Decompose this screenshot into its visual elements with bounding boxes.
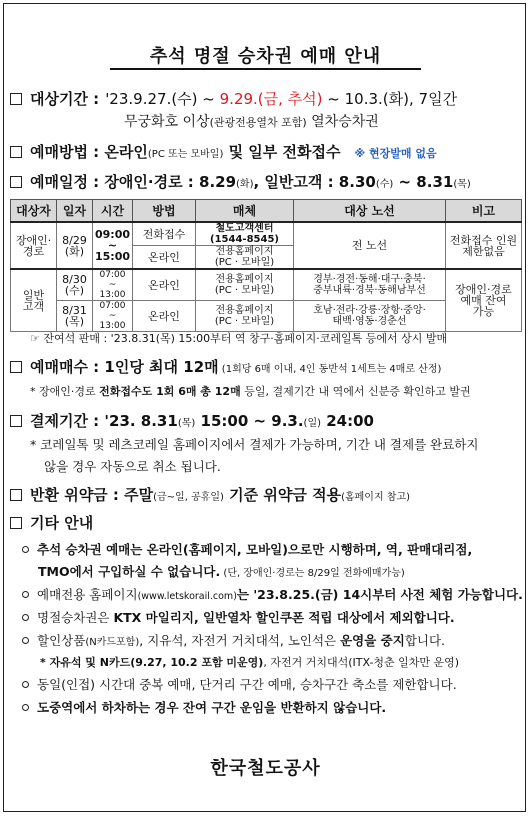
schedule-general-end: ~ 8.31 — [393, 173, 454, 191]
method-online: 온라인 — [99, 143, 148, 161]
schedule-general-end-day: (목) — [453, 179, 471, 190]
period-train-class: 무궁화호 이상 — [124, 114, 210, 130]
cell-target-priority: 장애인·경로 — [11, 222, 57, 269]
schedule-section — [10, 171, 471, 192]
etc-item-text: 명절승차권은 — [37, 610, 114, 625]
etc-item-text: , 지유석, 자전거 거치대석, 노인석은 — [139, 633, 341, 648]
table-header-cell: 시간 — [93, 200, 133, 223]
period-label: 대상기간 : — [30, 90, 100, 108]
period-date-start: '23.9.27.(수) ~ — [105, 90, 220, 108]
cell-note: 전화접수 인원 제한없음 — [446, 222, 522, 269]
payment-note-2: 않을 경우 자동으로 취소 됩니다. — [44, 459, 221, 474]
count-note — [30, 383, 471, 399]
checkbox-icon — [10, 93, 22, 105]
etc-item-online-only-cont — [38, 562, 405, 580]
count-max: 1인당 최대 12매 — [99, 358, 219, 376]
bullet-icon — [22, 614, 29, 621]
method-section — [10, 141, 437, 162]
cell-method: 온라인 — [133, 269, 196, 301]
cell-route: 호남·전라·강릉·장항·중앙· 태백·영동·경춘선 — [294, 301, 446, 332]
etc-label: 기타 안내 — [30, 514, 94, 532]
table-header-row — [11, 200, 522, 223]
cell-media: 전용홈페이지 (PC · 모바일) — [196, 301, 294, 332]
table-header-cell: 방법 — [133, 200, 196, 223]
table-row — [11, 269, 522, 301]
bullet-icon — [22, 637, 29, 644]
etc-item-discount-note — [40, 654, 459, 670]
etc-note-text: , 자전거 거치대석(ITX-청춘 일차만 운영) — [263, 656, 460, 669]
schedule-general-start: , 일반고객 : 8.30 — [253, 173, 376, 191]
period-ticket-type: 열차승차권 — [306, 114, 379, 130]
payment-end-time: 24:00 — [321, 412, 374, 430]
refund-homepage-note: (홈페이지 참고) — [341, 492, 411, 503]
count-section — [10, 356, 441, 377]
etc-item-exception: (단, 장애인·경로는 8/29일 전화예매가능) — [220, 568, 405, 579]
bullet-icon — [22, 704, 29, 711]
cell-time: 07:00 ~ 13:00 — [93, 269, 133, 301]
method-phone: 및 일부 전화접수 — [223, 143, 341, 161]
payment-range: 15:00 ~ 9.3. — [195, 412, 304, 430]
bullet-icon — [22, 591, 29, 598]
refund-weekend: 주말 — [118, 486, 154, 504]
etc-item-duplicate — [22, 675, 457, 693]
cell-media: 전용홈페이지 (PC · 모바일) — [196, 269, 294, 301]
checkbox-icon — [10, 517, 22, 529]
payment-section — [10, 410, 374, 431]
payment-note-1: * 코레일톡 및 레츠코레일 홈페이지에서 결제가 가능하며, 기간 내 결제를 완료하지 — [30, 437, 479, 452]
period-section — [10, 88, 457, 109]
refund-label: 반환 위약금 : — [30, 486, 119, 504]
cell-date: 8/29 (화) — [57, 222, 93, 269]
bullet-icon — [22, 681, 29, 688]
etc-item-url: (www.letskorail.com) — [137, 591, 237, 602]
etc-item-preview — [22, 585, 523, 603]
table-header-cell: 비고 — [446, 200, 522, 223]
page-title: 추석 명절 승차권 예매 안내 — [149, 46, 382, 67]
cell-method: 온라인 — [133, 301, 196, 332]
cell-media: 철도고객센터 (1544-8545) — [196, 222, 294, 246]
cell-route: 경부·경전·동해·대구·충북· 중부내륙·경북·동해남부선 — [294, 269, 446, 301]
cell-date: 8/30 (수) — [57, 269, 93, 301]
etc-note-text: * 자유석 및 N카드(9.27, 10.2 포함 미운영) — [40, 656, 264, 669]
period-date-holiday: 9.29.(금, 추석) — [219, 90, 323, 108]
etc-item-text: 는 '23.8.25.(금) 14시부터 사전 체험 가능합니다. — [236, 587, 523, 602]
refund-apply: 기준 위약금 적용 — [223, 486, 342, 504]
etc-item-text: 운영을 중지 — [340, 633, 405, 648]
cell-time: 09:00 ~ 15:00 — [93, 222, 133, 269]
table-header-cell: 대상자 — [11, 200, 57, 223]
cell-media: 전용홈페이지 (PC · 모바일) — [196, 246, 294, 270]
etc-item-text: TMO에서 구입하실 수 없습니다. — [38, 564, 221, 579]
title-underline — [110, 68, 421, 70]
organization-name: 한국철도공사 — [210, 758, 321, 779]
checkbox-icon — [10, 146, 22, 158]
count-label: 예매매수 : — [30, 358, 100, 376]
schedule-label: 예매일정 : — [30, 173, 100, 191]
count-detail: (1회당 6매 이내, 4인 동반석 1세트는 4매로 산정) — [218, 364, 442, 375]
etc-section — [10, 512, 93, 533]
method-no-onsite-note: ※ 현장발매 없음 — [354, 147, 437, 160]
etc-item-mileage — [22, 608, 455, 626]
cell-date: 8/31 (목) — [57, 301, 93, 332]
etc-item-refund-midway — [22, 698, 386, 716]
count-note-prefix: * 장애인·경로 — [30, 385, 100, 398]
cell-route: 전 노선 — [294, 222, 446, 269]
cell-note: 장애인·경로 예매 잔여 가능 — [446, 269, 522, 332]
payment-start-date: '23. 8.31 — [99, 412, 178, 430]
etc-item-note: (N카드포함) — [85, 637, 140, 648]
refund-section — [10, 484, 410, 505]
etc-item-discount — [22, 631, 445, 649]
cell-time: 07:00 ~ 13:00 — [93, 301, 133, 332]
table-row — [11, 222, 522, 246]
table-header-cell: 대상 노선 — [294, 200, 446, 223]
etc-item-online-only — [22, 540, 472, 558]
checkbox-icon — [10, 489, 22, 501]
schedule-general-start-day: (수) — [375, 179, 394, 190]
period-date-end: ~ 10.3.(화), 7일간 — [322, 90, 458, 108]
checkbox-icon — [10, 176, 22, 188]
payment-start-day: (목) — [177, 418, 196, 429]
cell-target-general: 일반 고객 — [11, 269, 57, 332]
cell-method: 전화접수 — [133, 222, 196, 246]
etc-item-text: 할인상품 — [37, 633, 86, 648]
cell-method: 온라인 — [133, 246, 196, 270]
period-train-note: (관광전용열차 포함) — [209, 116, 307, 129]
payment-label: 결제기간 : — [30, 412, 100, 430]
count-note-rest: 등일, 결제기간 내 역에서 신분증 확인하고 발권 — [240, 385, 471, 398]
remaining-seats-note: ☞ 잔여석 판매 : '23.8.31(목) 15:00부터 역 창구·홈페이지·코레일톡 등에서 상시 발매 — [30, 332, 448, 345]
etc-item-text: 예매전용 홈페이지 — [37, 587, 138, 602]
etc-item-text: 추석 승차권 예매는 온라인(홈페이지, 모바일)으로만 시행하며, 역, 판매대리점, — [37, 542, 473, 557]
schedule-priority-day: (화) — [236, 179, 254, 190]
bullet-icon — [22, 546, 29, 553]
table-header-cell: 일자 — [57, 200, 93, 223]
payment-end-day: (일) — [303, 418, 322, 429]
table-header-cell: 매체 — [196, 200, 294, 223]
schedule-priority-date: 장애인·경로 : 8.29 — [99, 173, 237, 191]
count-note-phone: 전화접수도 1회 6매 총 12매 — [99, 385, 241, 398]
checkbox-icon — [10, 361, 22, 373]
etc-item-text: 합니다. — [404, 633, 446, 648]
checkbox-icon — [10, 415, 22, 427]
etc-item-text: 도중역에서 하차하는 경우 잔여 구간 운임을 반환하지 않습니다. — [37, 700, 387, 715]
etc-item-text: 동일(인접) 시간대 중복 예매, 단거리 구간 예매, 승차구간 축소를 제한합니다. — [37, 677, 457, 692]
method-online-note: (PC 또는 모바일) — [147, 149, 224, 160]
refund-weekend-note: (금~일, 공휴일) — [153, 492, 224, 503]
table-row — [11, 301, 522, 332]
period-line2 — [124, 111, 379, 131]
schedule-table — [10, 199, 522, 332]
etc-item-text: KTX 마일리지, 일반열차 할인쿠폰 적립 대상에서 제외합니다. — [113, 610, 455, 625]
method-label: 예매방법 : — [30, 143, 100, 161]
